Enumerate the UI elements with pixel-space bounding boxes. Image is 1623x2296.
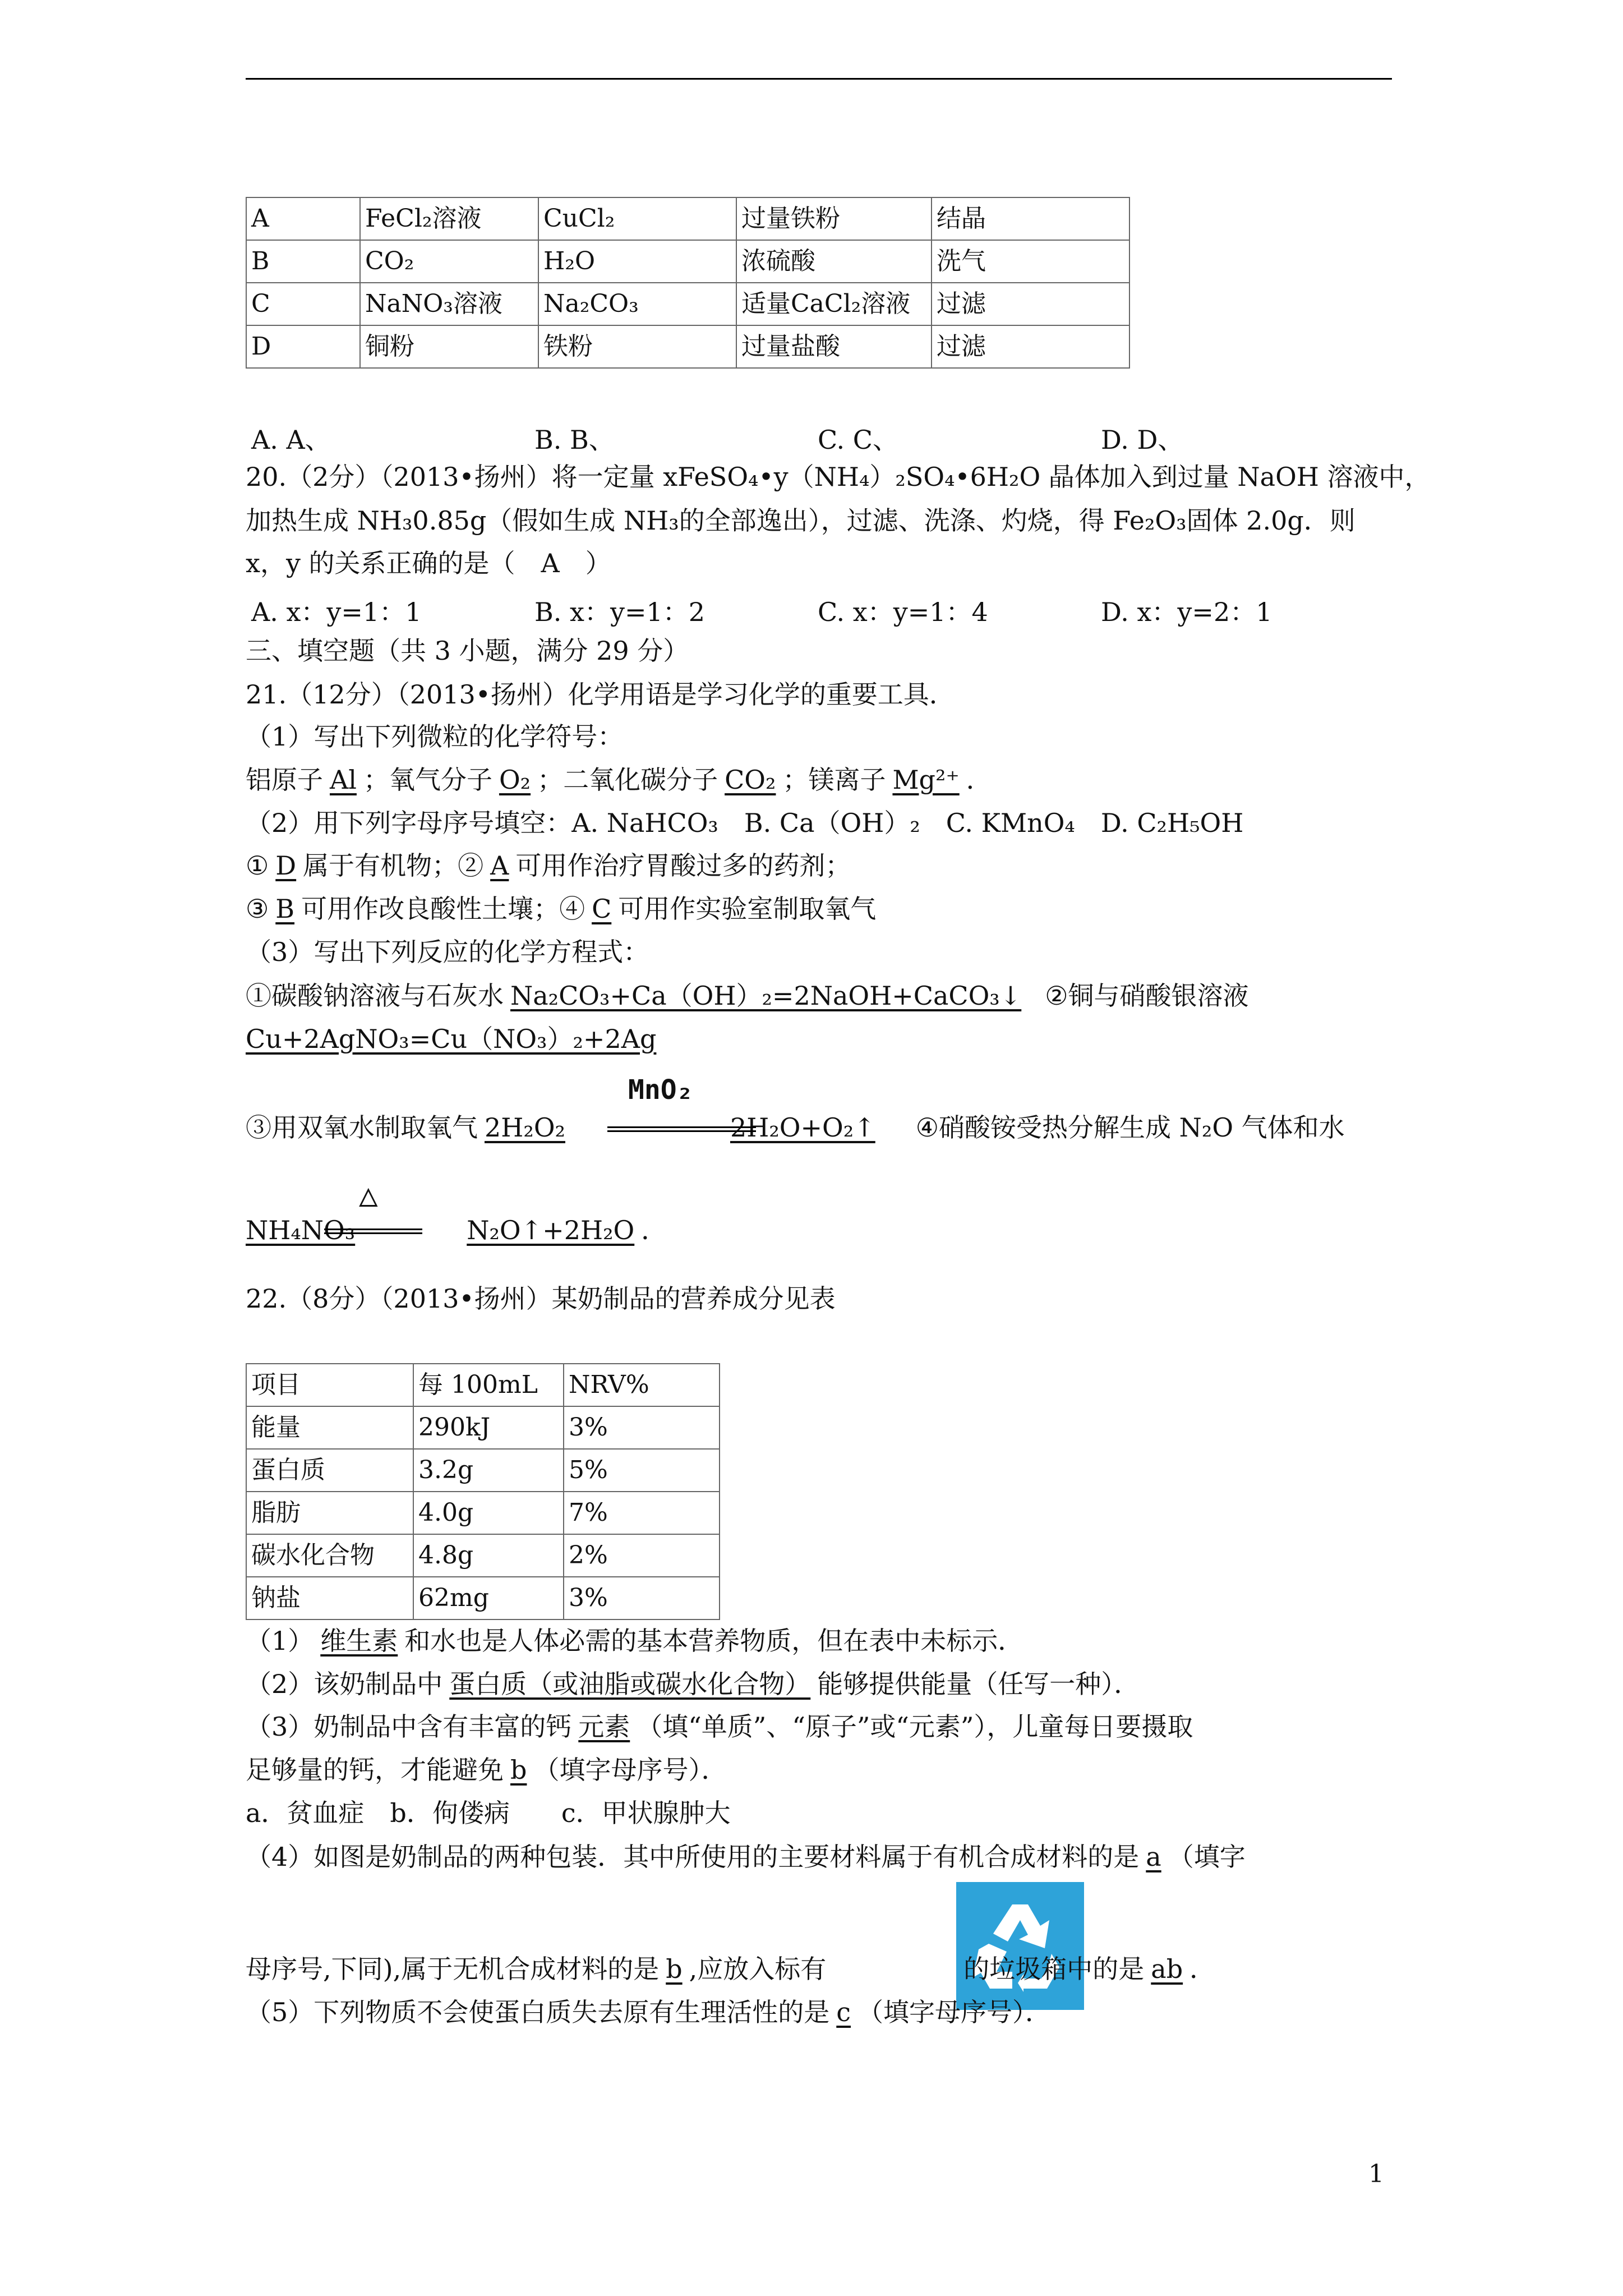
q22-sub3: （3）奶制品中含有丰富的钙 元素 （填“单质”、“原子”或“元素”），儿童每日要摄取 (246, 1711, 1193, 1742)
q20-line1: 20.（2分）（2013•扬州）将一定量 xFeSO₄•y（NH₄）₂SO₄•6H₂O 晶体加入到过量 NaOH 溶液中， (246, 462, 1431, 492)
q21-part3: （3）写出下列反应的化学方程式： (246, 937, 649, 967)
recycle-icon (956, 1882, 1084, 2010)
header-rule (246, 78, 1392, 80)
equation-3: ③用双氧水制取氧气 2H₂O₂ 2H₂O+O₂↑ ④硝酸铵受热分解生成 N₂O 气体和水 (246, 1112, 1345, 1143)
equation-4: NH₄NO₃ N₂O↑+2H₂O ． (246, 1215, 667, 1245)
q21-row1: ① D 属于有机物；② A 可用作治疗胃酸过多的药剂； (246, 850, 851, 881)
answer-blank: C (592, 894, 612, 924)
answer-blank: D (275, 850, 297, 881)
answer-blank: Na₂CO₃+Ca（OH）₂=2NaOH+CaCO₃↓ (510, 981, 1022, 1011)
table-row: C NaNO₃溶液 Na₂CO₃ 适量CaCl₂溶液 过滤 (246, 283, 1129, 325)
options-table (246, 197, 1130, 369)
equation-2 (246, 1022, 663, 1056)
q21-title: 21.（12分）（2013•扬州）化学用语是学习化学的重要工具． (246, 679, 955, 710)
answer-blank: ab (1151, 1954, 1183, 1984)
table-row: D 铜粉 铁粉 过量盐酸 过滤 (246, 325, 1129, 368)
q20-line2: 加热生成 NH₃0.85g（假如生成 NH₃的全部逸出），过滤、洗涤、灼烧，得 Fe₂O₃固体 2.0g．则 (246, 505, 1355, 536)
answer-blank: Al (330, 765, 357, 795)
answer-blank: NH₄NO₃ (246, 1215, 356, 1245)
table-row: B CO₂ H₂O 浓硫酸 洗气 (246, 240, 1129, 283)
answer-blank: A (490, 850, 509, 881)
answer-blank: N₂O↑+2H₂O (467, 1215, 635, 1245)
q22-sub3-cont: 足够量的钙，才能避免 b （填字母序号）． (246, 1755, 727, 1785)
q22-sub4-cont: 母序号,下同),属于无机合成材料的是 b ,应放入标有 的垃圾箱中的是 ab ． (246, 1954, 1216, 1984)
equals-sign (324, 1228, 422, 1234)
answer-blank: Mg²⁺ (892, 765, 960, 795)
section-heading: 三、填空题（共 3 小题，满分 29 分） (246, 636, 689, 666)
equals-sign (607, 1126, 756, 1132)
answer-blank: O₂ (499, 765, 531, 795)
answer-blank: a (1146, 1842, 1161, 1872)
q21-row2: ③ B 可用作改良酸性土壤；④ C 可用作实验室制取氧气 (246, 894, 877, 924)
answer-blank: 维生素 (320, 1626, 398, 1656)
q21-part1: （1）写出下列微粒的化学符号： (246, 721, 624, 752)
page-number: 1 (1368, 2160, 1384, 2188)
answer-blank: 2H₂O₂ (485, 1112, 565, 1143)
answer-blank: CO₂ (725, 765, 776, 795)
q22-sub4: （4）如图是奶制品的两种包装．其中所使用的主要材料属于有机合成材料的是 a （填字 (246, 1842, 1246, 1872)
q22-sub5: （5）下列物质不会使蛋白质失去原有生理活性的是 c （填字母序号）． (246, 1997, 1052, 2027)
q22-sub1: （1） 维生素 和水也是人体必需的基本营养物质，但在表中未标示． (246, 1626, 1024, 1656)
answer-blank: Cu+2AgNO₃=Cu（NO₃）₂+2Ag (246, 1024, 657, 1054)
mno2-catalyst-label: MnO₂ (628, 1074, 693, 1106)
q22-title: 22.（8分）（2013•扬州）某奶制品的营养成分见表 (246, 1283, 836, 1314)
q21-symbols: 铝原子 Al ；氧气分子 O₂ ；二氧化碳分子 CO₂ ；镁离子 Mg²⁺ ． (246, 765, 992, 795)
table-row: 项目 每 100mL NRV% (246, 1364, 720, 1406)
answer-blank: c (836, 1997, 851, 2027)
table-row: A FeCl₂溶液 CuCl₂ 过量铁粉 结晶 (246, 197, 1129, 240)
answer-blank: B (275, 894, 295, 924)
table-row: 能量 290kJ 3% (246, 1406, 720, 1449)
answer-blank: b (666, 1954, 683, 1984)
q22-sub3-options: a．贫血症 b．佝偻病 c．甲状腺肿大 (246, 1798, 731, 1828)
answer-blank: 元素 (578, 1711, 630, 1742)
answer-blank: 2H₂O+O₂↑ (730, 1112, 875, 1143)
q20-line3: x，y 的关系正确的是（ A ） (246, 548, 611, 578)
table-row: 碳水化合物 4.8g 2% (246, 1534, 720, 1577)
table-row: 蛋白质 3.2g 5% (246, 1449, 720, 1492)
q21-part2: （2）用下列字母序号填空：A. NaHCO₃ B. Ca（OH）₂ C. KMnO₄ D. C₂H₅OH (246, 808, 1244, 838)
answer-blank: 蛋白质（或油脂或碳水化合物） (449, 1669, 811, 1699)
nutrition-table (246, 1363, 720, 1620)
equation-1: ①碳酸钠溶液与石灰水 Na₂CO₃+Ca（OH）₂=2NaOH+CaCO₃↓ ②铜与硝酸银溶液 (246, 981, 1249, 1011)
table-row: 脂肪 4.0g 7% (246, 1492, 720, 1534)
q22-sub2: （2）该奶制品中 蛋白质（或油脂或碳水化合物） 能够提供能量（任写一种）． (246, 1669, 1140, 1699)
table-row: 钠盐 62mg 3% (246, 1577, 720, 1619)
heat-symbol: △ (359, 1177, 378, 1213)
answer-blank: b (510, 1755, 527, 1785)
